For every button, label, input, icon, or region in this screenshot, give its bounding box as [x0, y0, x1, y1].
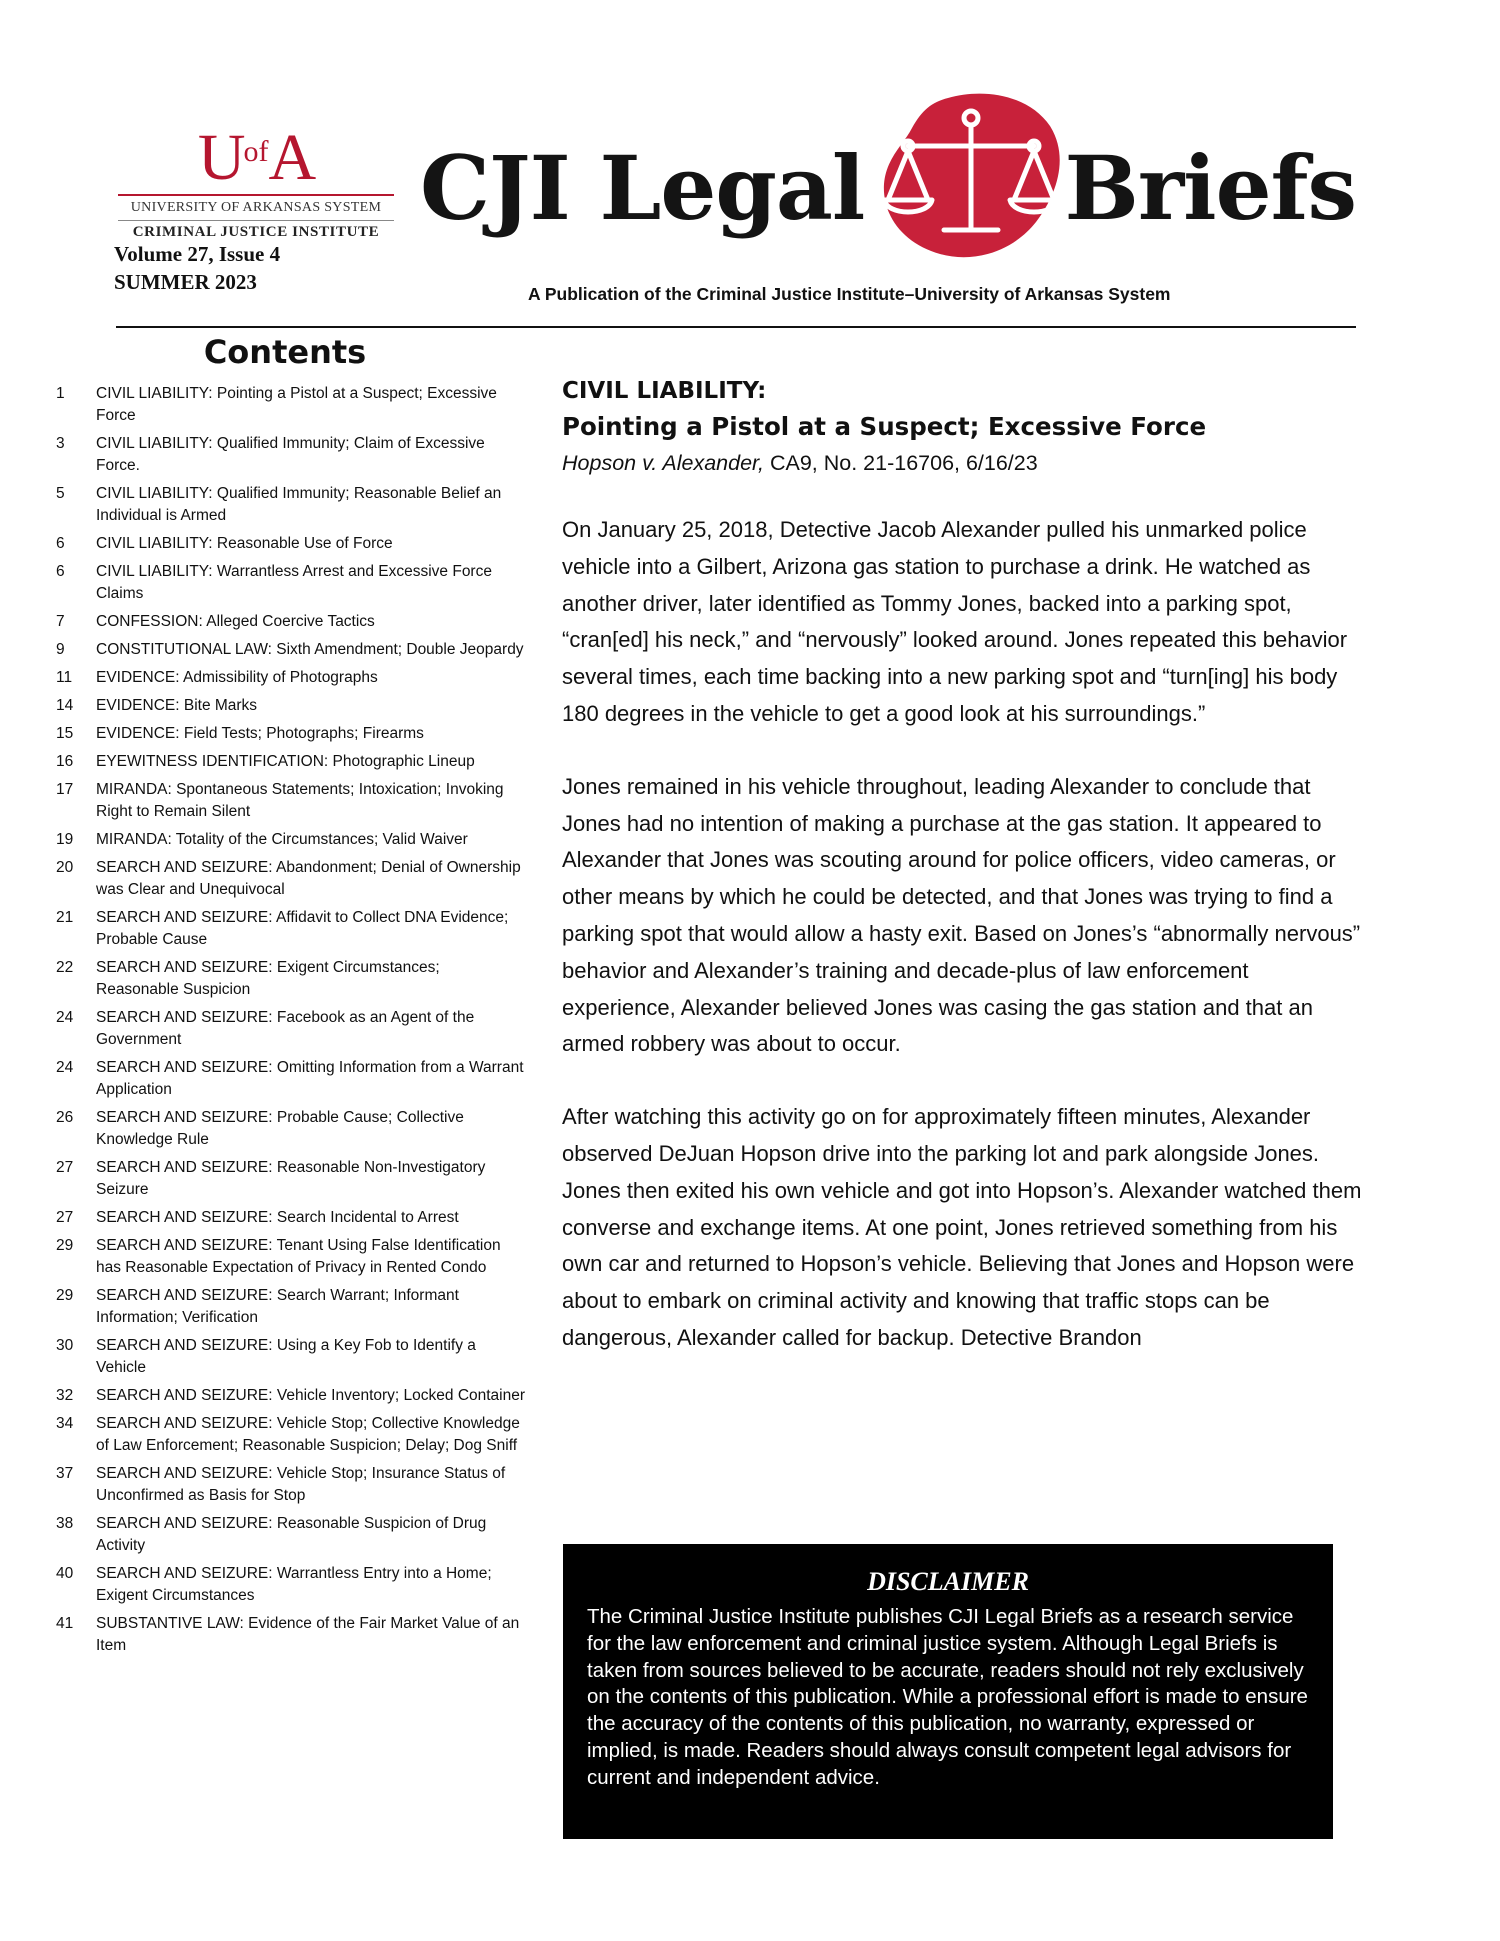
toc-entry-title: CIVIL LIABILITY: Warrantless Arrest and Excessive Force Claims — [96, 563, 492, 602]
toc-page-number: 7 — [56, 613, 65, 630]
article-citation — [562, 446, 1362, 480]
toc-entry-title: CIVIL LIABILITY: Qualified Immunity; Claim of Excessive Force. — [96, 435, 485, 474]
toc-item[interactable] — [56, 1157, 526, 1201]
article-paragraph: On January 25, 2018, Detective Jacob Alexander pulled his unmarked police vehicle into a Gilbert, Arizona gas station to purchase a drink. He watched as another driver, later identified as Tommy Jones, backed into a parking spot, “cran[ed] his neck,” and “nervously” looked around. Jones repeated this behavior several times, each time backing into a new parking spot and “turn[ing] his body 180 degrees in the vehicle to get a good look at his surroundings.” — [562, 517, 1348, 726]
toc-item[interactable] — [56, 483, 526, 527]
masthead-title-left: CJI Legal — [420, 136, 865, 240]
volume-issue: Volume 27, Issue 4 — [114, 242, 281, 266]
uofa-logo-mark: $U^{of}A$ — [197, 121, 315, 194]
toc-item[interactable] — [56, 751, 526, 773]
article-paragraph: After watching this activity go on for approximately fifteen minutes, Alexander observed DeJuan Hopson drive into the parking lot and park alongside Jones. Jones then exited his own vehicle and got into Hopson’s. Alexander watched them converse and exchange items. At one point, Jones retrieved something from his own car and returned to Hopson’s vehicle. Believing that Jones and Hopson were about to embark on criminal activity and knowing that traffic stops can be dangerous, Alexander called for backup. Detective Brandon — [562, 1104, 1362, 1350]
toc-entry-title: SEARCH AND SEIZURE: Warrantless Entry into a Home; Exigent Circumstances — [96, 1565, 492, 1604]
toc-item[interactable] — [56, 639, 526, 661]
toc-entry-title: SEARCH AND SEIZURE: Reasonable Non-Investigatory Seizure — [96, 1159, 486, 1198]
toc-entry-title: SEARCH AND SEIZURE: Abandonment; Denial of Ownership was Clear and Unequivocal — [96, 859, 521, 898]
logo-divider — [118, 194, 394, 196]
toc-item[interactable] — [56, 383, 526, 427]
toc-page-number: 37 — [56, 1465, 74, 1482]
toc-page-number: 9 — [56, 641, 65, 658]
toc-entry-title: SEARCH AND SEIZURE: Vehicle Stop; Collective Knowledge of Law Enforcement; Reasonable Suspicion; Delay; Dog Sniff — [96, 1415, 520, 1454]
citation-case-name: Hopson v. Alexander, — [562, 451, 764, 475]
toc-page-number: 14 — [56, 697, 74, 714]
disclaimer-text: The Criminal Justice Institute publishes CJI Legal Briefs as a research service for the law enforcement and criminal justice system. Although Legal Briefs is taken from sources believed to be accurate, readers should not rely exclusively on the contents of this publication. While a professional effort is made to ensure the accuracy of the contents of this publication, no warranty, expressed or implied, is made. Readers should always consult competent legal advisors for current and independent advice. — [587, 1605, 1308, 1789]
lead-article — [562, 374, 1362, 1393]
article-paragraph: Jones remained in his vehicle throughout, leading Alexander to conclude that Jones had no intention of making a purchase at the gas station. It appeared to Alexander that Jones was scouting around for police officers, video cameras, or other means by which he could be detected, and that Jones was trying to find a parking spot that would allow a hasty exit. Based on Jones’s “abnormally nervous” behavior and Alexander’s training and decade-plus of law enforcement experience, Alexander believed Jones was casing the gas station and that an armed robbery was about to occur. — [562, 773, 1361, 1057]
toc-item[interactable] — [56, 433, 526, 477]
toc-page-number: 11 — [56, 669, 73, 686]
toc-item[interactable] — [56, 1107, 526, 1151]
toc-page-number: 24 — [56, 1059, 74, 1076]
toc-page-number: 5 — [56, 485, 65, 502]
toc-page-number: 38 — [56, 1515, 74, 1532]
toc-entry-title: SEARCH AND SEIZURE: Reasonable Suspicion of Drug Activity — [96, 1515, 487, 1554]
toc-entry-title: EYEWITNESS IDENTIFICATION: Photographic Lineup — [96, 753, 475, 770]
disclaimer-title: DISCLAIMER — [867, 1567, 1029, 1596]
contents-title: Contents — [203, 333, 367, 371]
toc-page-number: 29 — [56, 1237, 74, 1254]
toc-entry-title: CONSTITUTIONAL LAW: Sixth Amendment; Double Jeopardy — [96, 641, 524, 658]
toc-entry-title: SEARCH AND SEIZURE: Vehicle Inventory; Locked Container — [96, 1387, 526, 1404]
toc-item[interactable] — [56, 723, 526, 745]
logo-system-name: UNIVERSITY OF ARKANSAS SYSTEM — [130, 199, 382, 215]
toc-page-number: 21 — [56, 909, 74, 926]
toc-item[interactable] — [56, 1513, 526, 1557]
toc-item[interactable] — [56, 829, 526, 851]
toc-item[interactable] — [56, 1285, 526, 1329]
toc-item[interactable] — [56, 561, 526, 605]
issue-season: SUMMER 2023 — [114, 270, 257, 294]
toc-entry-title: CIVIL LIABILITY: Pointing a Pistol at a Suspect; Excessive Force — [96, 385, 497, 424]
toc-item[interactable] — [56, 1413, 526, 1457]
toc-page-number: 29 — [56, 1287, 74, 1304]
toc-item[interactable] — [56, 857, 526, 901]
toc-entry-title: SEARCH AND SEIZURE: Using a Key Fob to Identify a Vehicle — [96, 1337, 476, 1376]
toc-page-number: 17 — [56, 781, 74, 798]
toc-item[interactable] — [56, 1563, 526, 1607]
toc-entry-title: SEARCH AND SEIZURE: Probable Cause; Collective Knowledge Rule — [96, 1109, 464, 1148]
toc-entry-title: CONFESSION: Alleged Coercive Tactics — [96, 613, 375, 630]
toc-item[interactable] — [56, 695, 526, 717]
toc-page-number: 22 — [56, 959, 74, 976]
toc-item[interactable] — [56, 1007, 526, 1051]
toc-item[interactable] — [56, 1463, 526, 1507]
article-section: CIVIL LIABILITY: — [562, 378, 767, 404]
toc-entry-title: SEARCH AND SEIZURE: Search Warrant; Informant Information; Verification — [96, 1287, 459, 1326]
toc-page-number: 34 — [56, 1415, 74, 1432]
toc-page-number: 24 — [56, 1009, 74, 1026]
toc-entry-title: EVIDENCE: Bite Marks — [96, 697, 258, 714]
scales-of-justice-icon — [878, 88, 1064, 264]
institute-logo — [118, 120, 394, 241]
publication-line: A Publication of the Criminal Justice Institute–University of Arkansas System — [528, 284, 1171, 304]
toc-page-number: 32 — [56, 1387, 74, 1404]
toc-page-number: 19 — [56, 831, 74, 848]
toc-item[interactable] — [56, 1385, 526, 1407]
toc-entry-title: MIRANDA: Spontaneous Statements; Intoxication; Invoking Right to Remain Silent — [96, 781, 504, 820]
toc-entry-title: SUBSTANTIVE LAW: Evidence of the Fair Market Value of an Item — [96, 1615, 520, 1654]
toc-entry-title: SEARCH AND SEIZURE: Search Incidental to Arrest — [96, 1209, 459, 1226]
logo-institute-name: CRIMINAL JUSTICE INSTITUTE — [132, 223, 380, 240]
toc-page-number: 1 — [56, 385, 65, 402]
toc-entry-title: SEARCH AND SEIZURE: Facebook as an Agent of the Government — [96, 1009, 475, 1048]
article-title: Pointing a Pistol at a Suspect; Excessive Force — [562, 412, 1207, 441]
toc-page-number: 3 — [56, 435, 65, 452]
toc-item[interactable] — [56, 611, 526, 633]
toc-item[interactable] — [56, 667, 526, 689]
toc-entry-title: CIVIL LIABILITY: Qualified Immunity; Reasonable Belief an Individual is Armed — [96, 485, 502, 524]
toc-page-number: 15 — [56, 725, 74, 742]
toc-item[interactable] — [56, 957, 526, 1001]
masthead-title-right: Briefs — [1064, 136, 1356, 240]
toc-entry-title: SEARCH AND SEIZURE: Tenant Using False Identification has Reasonable Expectation of Privacy in Rented Condo — [96, 1237, 501, 1276]
toc-item[interactable] — [56, 779, 526, 823]
toc-page-number: 27 — [56, 1159, 74, 1176]
toc-entry-title: MIRANDA: Totality of the Circumstances; Valid Waiver — [96, 831, 468, 848]
toc-entry-title: SEARCH AND SEIZURE: Affidavit to Collect DNA Evidence; Probable Cause — [96, 909, 509, 948]
toc-page-number: 6 — [56, 535, 65, 552]
toc-page-number: 26 — [56, 1109, 74, 1126]
citation-details: CA9, No. 21-16706, 6/16/23 — [763, 451, 1038, 475]
toc-item[interactable] — [56, 1235, 526, 1279]
toc-entry-title: SEARCH AND SEIZURE: Omitting Information from a Warrant Application — [96, 1059, 524, 1098]
toc-entry-title: SEARCH AND SEIZURE: Exigent Circumstances; Reasonable Suspicion — [96, 959, 440, 998]
toc-item[interactable] — [56, 1057, 526, 1101]
toc-page-number: 27 — [56, 1209, 74, 1226]
toc-page-number: 30 — [56, 1337, 74, 1354]
disclaimer-box — [563, 1544, 1333, 1839]
table-of-contents — [56, 383, 526, 1663]
toc-item[interactable] — [56, 907, 526, 951]
toc-entry-title: SEARCH AND SEIZURE: Vehicle Stop; Insurance Status of Unconfirmed as Basis for Stop — [96, 1465, 506, 1504]
toc-entry-title: EVIDENCE: Field Tests; Photographs; Firearms — [96, 725, 424, 742]
toc-item[interactable] — [56, 1613, 526, 1657]
toc-item[interactable] — [56, 1335, 526, 1379]
toc-entry-title: EVIDENCE: Admissibility of Photographs — [96, 669, 378, 686]
issue-info — [114, 240, 280, 296]
toc-page-number: 20 — [56, 859, 74, 876]
toc-page-number: 41 — [56, 1615, 74, 1632]
header-divider — [116, 326, 1356, 328]
toc-page-number: 16 — [56, 753, 74, 770]
toc-page-number: 6 — [56, 563, 65, 580]
toc-entry-title: CIVIL LIABILITY: Reasonable Use of Force — [96, 535, 393, 552]
toc-page-number: 40 — [56, 1565, 74, 1582]
toc-item[interactable] — [56, 1207, 526, 1229]
logo-divider — [118, 220, 394, 221]
toc-item[interactable] — [56, 533, 526, 555]
article-body — [562, 512, 1362, 1357]
